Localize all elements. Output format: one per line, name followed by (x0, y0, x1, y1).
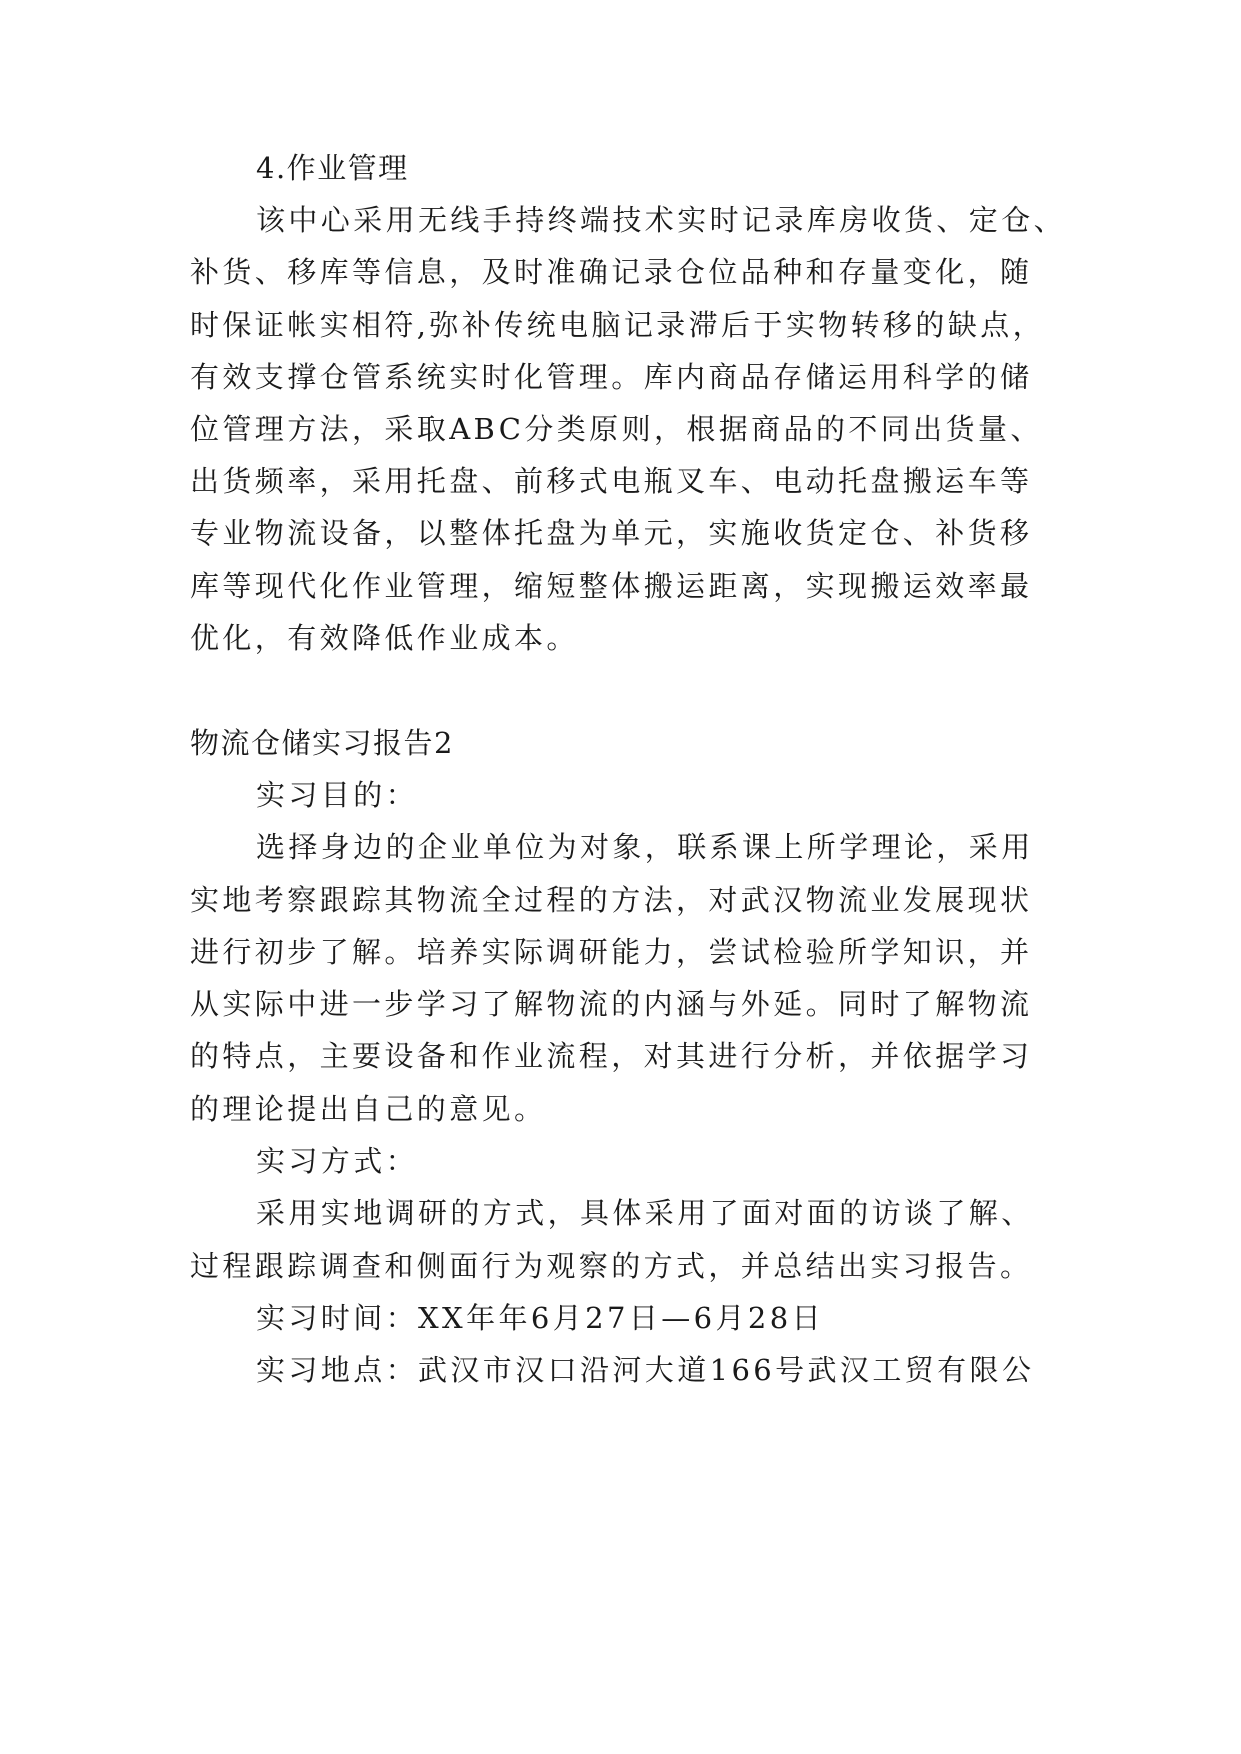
paragraph-line: 优化，有效降低作业成本。 (190, 621, 579, 655)
paragraph-line: 出货频率，采用托盘、前移式电瓶叉车、电动托盘搬运车等 (190, 464, 1033, 498)
paragraph-line: 补货、移库等信息，及时准确记录仓位品种和存量变化，随 (190, 255, 1033, 289)
paragraph-line: 实地考察跟踪其物流全过程的方法，对武汉物流业发展现状 (190, 883, 1033, 917)
purpose-label: 实习目的： (256, 778, 419, 812)
paragraph-line: 进行初步了解。培养实际调研能力，尝试检验所学知识，并 (190, 935, 1033, 969)
paragraph-line: 选择身边的企业单位为对象，联系课上所学理论，采用 (256, 830, 1034, 864)
paragraph-line: 的理论提出自己的意见。 (190, 1092, 547, 1126)
paragraph-line: 时保证帐实相符,弥补传统电脑记录滞后于实物转移的缺点， (190, 308, 1046, 342)
paragraph-line: 采用实地调研的方式，具体采用了面对面的访谈了解、 (256, 1196, 1034, 1230)
paragraph-line: 从实际中进一步学习了解物流的内涵与外延。同时了解物流 (190, 987, 1033, 1021)
report-title: 物流仓储实习报告2 (190, 726, 454, 760)
paragraph-line: 有效支撑仓管系统实时化管理。库内商品存储运用科学的储 (190, 360, 1033, 394)
paragraph-line: 该中心采用无线手持终端技术实时记录库房收货、定仓、 (256, 203, 1067, 237)
paragraph-line: 过程跟踪调查和侧面行为观察的方式，并总结出实习报告。 (190, 1249, 1033, 1283)
paragraph-line: 的特点，主要设备和作业流程，对其进行分析，并依据学习 (190, 1039, 1033, 1073)
place-line: 实习地点：武汉市汉口沿河大道166号武汉工贸有限公 (256, 1353, 1035, 1387)
section-heading: 4.作业管理 (256, 151, 409, 185)
method-label: 实习方式： (256, 1144, 419, 1178)
paragraph-line: 库等现代化作业管理，缩短整体搬运距离，实现搬运效率最 (190, 569, 1033, 603)
paragraph-line: 专业物流设备，以整体托盘为单元，实施收货定仓、补货移 (190, 516, 1033, 550)
paragraph-line: 位管理方法，采取ABC分类原则，根据商品的不同出货量、 (190, 412, 1043, 446)
time-line: 实习时间：XX年年6月27日—6月28日 (256, 1301, 824, 1335)
